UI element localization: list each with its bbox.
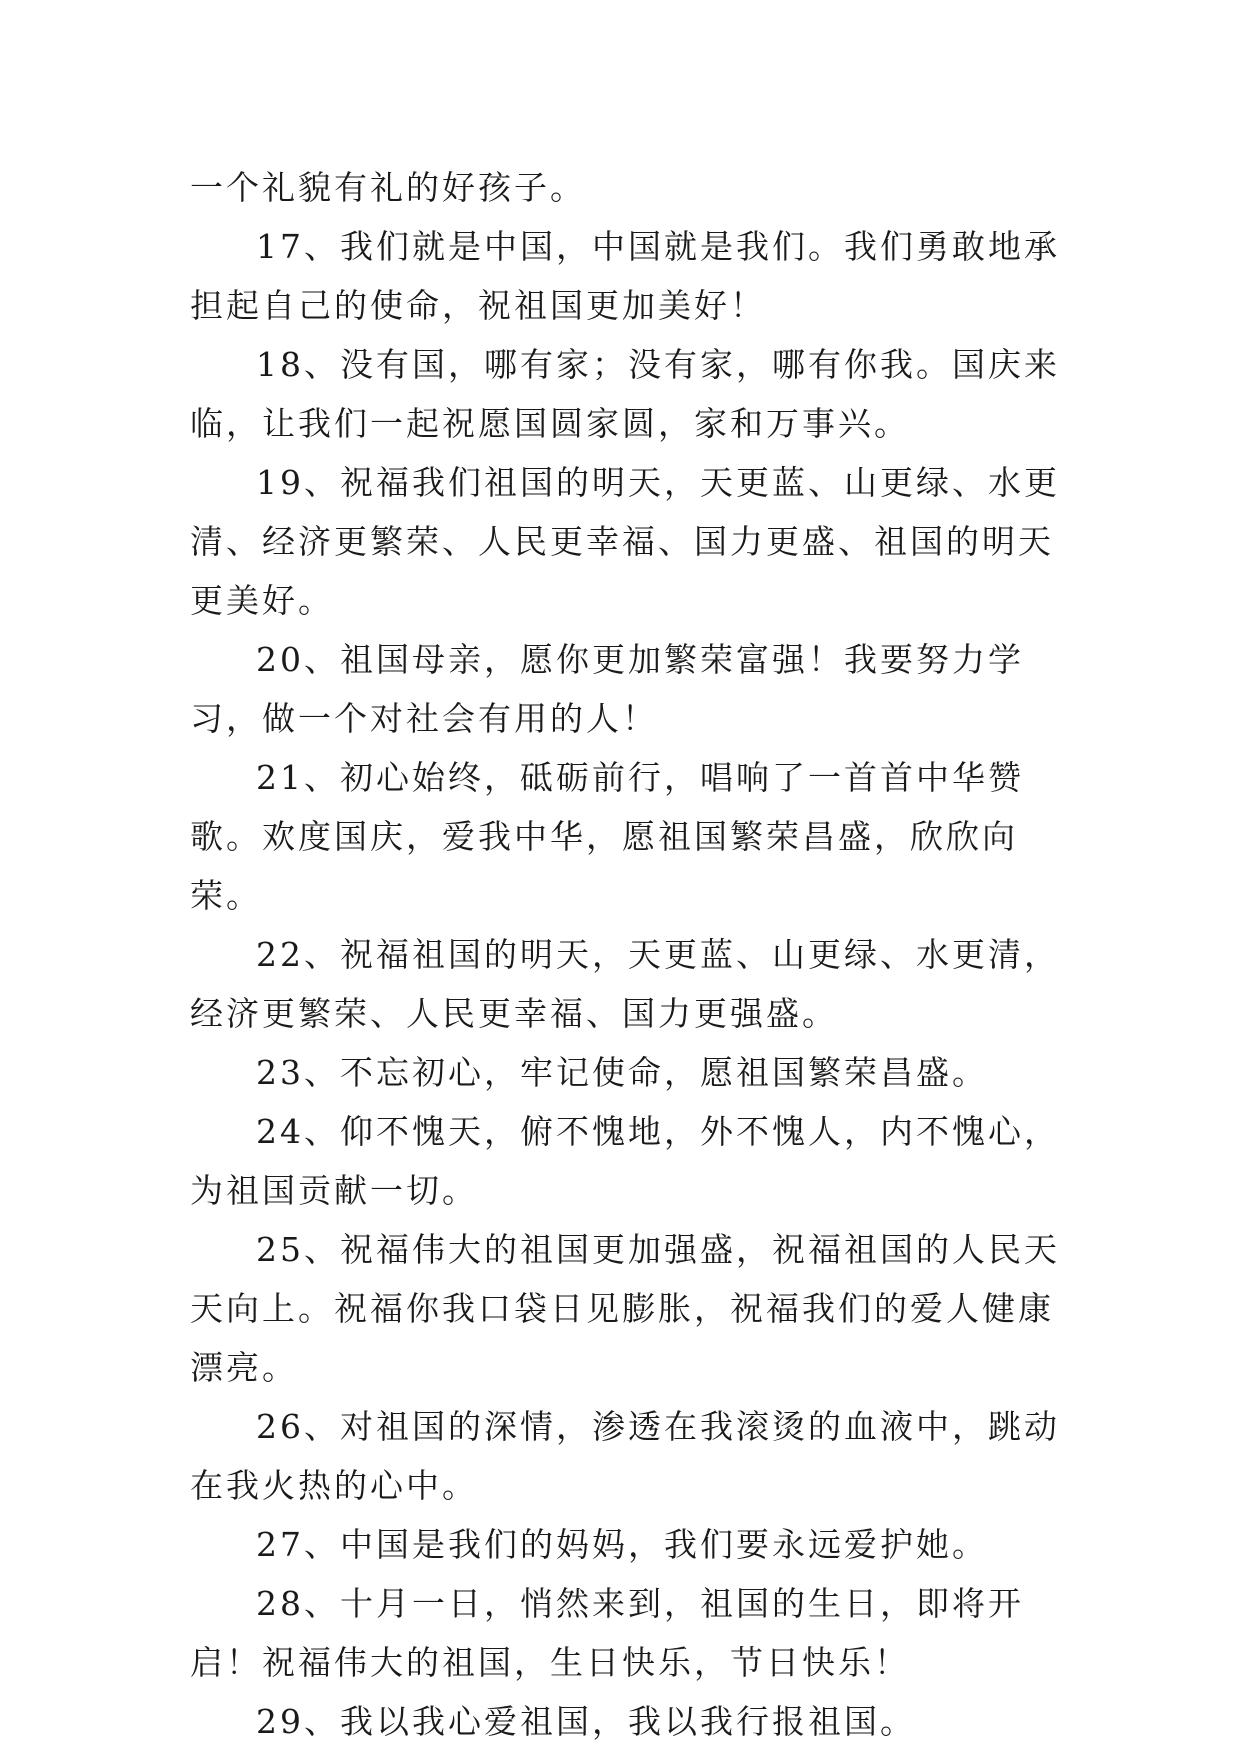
paragraph-continuation: 一个礼貌有礼的好孩子。 — [190, 168, 586, 207]
paragraph-19: 19、祝福我们祖国的明天，天更蓝、山更绿、水更清、经济更繁荣、人民更幸福、国力更盛、祖国的明天更美好。 — [190, 463, 1060, 620]
paragraph-23: 23、不忘初心，牢记使命，愿祖国繁荣昌盛。 — [256, 1053, 988, 1092]
paragraph-29: 29、我以我心爱祖国，我以我行报祖国。 — [256, 1702, 916, 1741]
paragraph-20: 20、祖国母亲，愿你更加繁荣富强！我要努力学习，做一个对社会有用的人！ — [190, 640, 1024, 738]
paragraph-25: 25、祝福伟大的祖国更加强盛，祝福祖国的人民天天向上。祝福你我口袋日见膨胀，祝福我们的爱人健康漂亮。 — [190, 1230, 1060, 1387]
paragraph-27: 27、中国是我们的妈妈，我们要永远爱护她。 — [256, 1525, 988, 1564]
paragraph-28: 28、十月一日，悄然来到，祖国的生日，即将开启！祝福伟大的祖国，生日快乐，节日快乐！ — [190, 1584, 1024, 1682]
paragraph-24: 24、仰不愧天，俯不愧地，外不愧人，内不愧心，为祖国贡献一切。 — [190, 1112, 1060, 1210]
paragraph-17: 17、我们就是中国，中国就是我们。我们勇敢地承担起自己的使命，祝祖国更加美好！ — [190, 227, 1060, 325]
paragraph-21: 21、初心始终，砥砺前行，唱响了一首首中华赞歌。欢度国庆，爱我中华，愿祖国繁荣昌盛，欣欣向荣。 — [190, 758, 1024, 915]
paragraph-18: 18、没有国，哪有家；没有家，哪有你我。国庆来临，让我们一起祝愿国圆家圆，家和万事兴。 — [190, 345, 1060, 443]
paragraph-22: 22、祝福祖国的明天，天更蓝、山更绿、水更清，经济更繁荣、人民更幸福、国力更强盛。 — [190, 935, 1060, 1033]
paragraph-26: 26、对祖国的深情，渗透在我滚烫的血液中，跳动在我火热的心中。 — [190, 1407, 1060, 1505]
document-body — [190, 158, 1070, 1751]
